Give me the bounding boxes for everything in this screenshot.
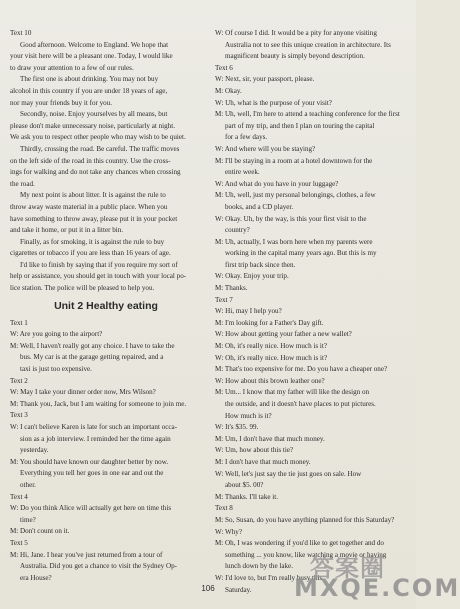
text-section-title: Text 6 xyxy=(215,63,233,72)
paragraph-line: lice station. The police will be pleased to help you. xyxy=(10,284,155,293)
dialogue-line: W: Uh, what is the purpose of your visit? xyxy=(215,98,332,107)
dialogue-line: W: Um, how about this tie? xyxy=(215,446,294,455)
dialogue-line: time? xyxy=(20,515,36,524)
dialogue-line: W: May I take your dinner order now, Mrs Wilson? xyxy=(10,388,156,397)
page-number: 106 xyxy=(201,584,215,593)
paragraph-line: My next point is about litter. It is against the rule to xyxy=(20,191,166,200)
dialogue-line: yesterday. xyxy=(20,446,49,455)
dialogue-line: M: Thanks. I'll take it. xyxy=(215,492,279,501)
paragraph-line: nor may your friends buy it for you. xyxy=(10,98,113,107)
watermark-logo xyxy=(290,548,460,604)
dialogue-line: M: I'm looking for a Father's Day gift. xyxy=(215,318,324,327)
dialogue-line: M: So, Susan, do you have anything planned for this Saturday? xyxy=(215,515,395,524)
watermark-chinese: 答案圈 xyxy=(310,554,385,582)
dialogue-line: M: Oh, it's really nice. How much is it? xyxy=(215,342,328,351)
dialogue-line: M: You should have known our daughter better by now. xyxy=(10,457,169,466)
dialogue-line: books, and a CD player. xyxy=(225,202,294,211)
dialogue-line: M: I don't have that much money. xyxy=(215,457,311,466)
left-column xyxy=(10,28,202,584)
text-section-title: Text 8 xyxy=(215,504,233,513)
dialogue-line: W: Oh, it's really nice. How much is it? xyxy=(215,353,328,362)
dialogue-line: W: Of course I did. It would be a pity for anyone visiting xyxy=(215,29,377,37)
paragraph-line: I'd like to finish by saying that if you require my sort of xyxy=(20,260,178,269)
unit-heading: Unit 2 Healthy eating xyxy=(54,299,158,312)
paragraph-line: ings for walking and do not take any chances when crossing xyxy=(10,168,181,177)
dialogue-line: working in the capital many years ago. But this is my xyxy=(225,249,377,258)
dialogue-line: W: And what do you have in your luggage? xyxy=(215,179,339,188)
dialogue-line: something ... you know, like watching a movie or having xyxy=(225,550,387,559)
dialogue-line: for a few days. xyxy=(225,133,268,142)
dialogue-line: lunch down by the lake. xyxy=(225,562,293,571)
dialogue-line: M: Uh, actually, I was born here when my parents were xyxy=(215,237,373,246)
text10-title: Text 10 xyxy=(10,29,32,37)
dialogue-line: era House? xyxy=(20,573,52,582)
paragraph-line: to draw your attention to a few of our rules. xyxy=(10,63,134,72)
text-section-title: Text 4 xyxy=(10,492,28,501)
dialogue-line: M: Thank you, Jack, but I am waiting for someone to join me. xyxy=(10,399,187,408)
dialogue-line: M: Well, I haven't really got any choice. I have to take the xyxy=(10,341,175,350)
dialogue-line: W: And where will you be staying? xyxy=(215,144,316,153)
text-section-title: Text 1 xyxy=(10,318,28,327)
dialogue-line: Saturday. xyxy=(225,585,252,594)
watermark-site: MXQE.COM xyxy=(294,574,460,602)
dialogue-line: W: Okay. Enjoy your trip. xyxy=(215,272,289,281)
dialogue-line: W: Okay. Uh, by the way, is this your first visit to the xyxy=(215,214,367,223)
paragraph-line: and take it home, or put it in a litter bin. xyxy=(10,226,124,235)
text-section-title: Text 2 xyxy=(10,376,28,385)
paragraph-line: We ask you to respect other people who may wish to be quiet. xyxy=(10,133,186,142)
paragraph-line: your visit here will be a pleasant one. Today, I would like xyxy=(10,52,173,61)
dialogue-line: first trip back since then. xyxy=(225,260,296,269)
dialogue-line: M: Don't count on it. xyxy=(10,527,70,536)
dialogue-line: M: Uh, well, just my personal belongings, clothes, a few xyxy=(215,191,376,200)
dialogue-line: M: Oh, I was wondering if you'd like to get together and do xyxy=(215,539,384,548)
dialogue-line: M: Uh, well, I'm here to attend a teaching conference for the first xyxy=(215,110,400,119)
dialogue-line: M: Um... I know that my father will like the design on xyxy=(215,388,370,397)
right-column xyxy=(215,28,407,596)
dialogue-line: W: I'd love to, but I'm really busy this xyxy=(215,573,323,582)
dialogue-line: W: Well, let's just say the tie just goes on sale. How xyxy=(215,469,362,478)
dialogue-line: W: Next, sir, your passport, please. xyxy=(215,75,315,84)
paragraph-line: Good afternoon. Welcome to England. We hope that xyxy=(20,40,169,49)
paragraph-line: on the left side of the road in this country. Use the cross- xyxy=(10,156,171,165)
paragraph-line: help or assistance, you should get in touch with your local po- xyxy=(10,272,187,281)
dialogue-line: Everything you tell her goes in one ear and out the xyxy=(20,469,164,478)
dialogue-line: entire week. xyxy=(225,168,260,177)
dialogue-line: M: Thanks. xyxy=(215,284,248,293)
paragraph-line: Thirdly, crossing the road. Be careful. The traffic moves xyxy=(20,144,180,153)
dialogue-line: Australia. Did you get a chance to visit the Sydney Op- xyxy=(20,562,178,571)
dialogue-line: sion as a job interview. I reminded her the time again xyxy=(20,434,171,443)
dialogue-line: W: It's $35. 99. xyxy=(215,423,259,432)
dialogue-line: part of my trip, and then I plan on touring the capital xyxy=(225,121,375,130)
dialogue-line: W: How about getting your father a new wallet? xyxy=(215,330,352,339)
dialogue-line: magnificent beauty is simply beyond description. xyxy=(225,52,365,61)
dialogue-line: M: Hi, Jane. I hear you've just returned from a tour of xyxy=(10,550,163,559)
dialogue-line: the outside, and it doesn't have places to put pictures. xyxy=(225,400,376,408)
dialogue-line: W: Are you going to the airport? xyxy=(10,330,103,339)
dialogue-line: M: Okay. xyxy=(215,86,242,95)
paragraph-line: have something to throw away, please put it in your pocket xyxy=(10,214,178,223)
dialogue-line: W: Hi, may I help you? xyxy=(215,307,282,316)
paragraph-line: Finally, as for smoking, it is against the rule to buy xyxy=(20,237,165,246)
dialogue-line: other. xyxy=(20,480,36,489)
dialogue-line: W: Why? xyxy=(215,527,242,536)
paragraph-line: please don't make unnecessary noise, particularly at night. xyxy=(10,121,175,130)
dialogue-line: M: I'll be staying in a room at a hotel downtown for the xyxy=(215,156,373,165)
dialogue-line: How much is it? xyxy=(225,411,272,420)
paragraph-line: Secondly, noise. Enjoy yourselves by all means, but xyxy=(20,110,168,119)
dialogue-line: about $5. 00? xyxy=(225,481,264,490)
dialogue-line: M: Um, I don't have that much money. xyxy=(215,434,325,443)
dialogue-line: bus. My car is at the garage getting repaired, and a xyxy=(20,353,164,362)
dialogue-line: Australia not to see this unique creation in architecture. Its xyxy=(225,40,391,49)
paragraph-line: throw away waste material in a public place. When you xyxy=(10,202,168,211)
paragraph-line: cigarettes or tobacco if you are less than 16 years of age. xyxy=(10,249,171,258)
text-section-title: Text 7 xyxy=(215,295,233,304)
text-section-title: Text 5 xyxy=(10,538,28,547)
paragraph-line: alcohol in this country if you are under 18 years of age, xyxy=(10,86,168,95)
dialogue-line: W: How about this brown leather one? xyxy=(215,376,325,385)
dialogue-line: W: I can't believe Karen is late for such an important occa- xyxy=(10,423,178,431)
text-section-title: Text 3 xyxy=(10,411,28,420)
dialogue-line: W: Do you think Alice will actually get here on time this xyxy=(10,504,172,513)
paragraph-line: the road. xyxy=(10,179,35,188)
dialogue-line: taxi is just too expensive. xyxy=(20,365,92,374)
paragraph-line: The first one is about drinking. You may not buy xyxy=(20,75,159,84)
dialogue-line: M: That's too expensive for me. Do you have a cheaper one? xyxy=(215,365,388,374)
dialogue-line: country? xyxy=(225,226,250,235)
